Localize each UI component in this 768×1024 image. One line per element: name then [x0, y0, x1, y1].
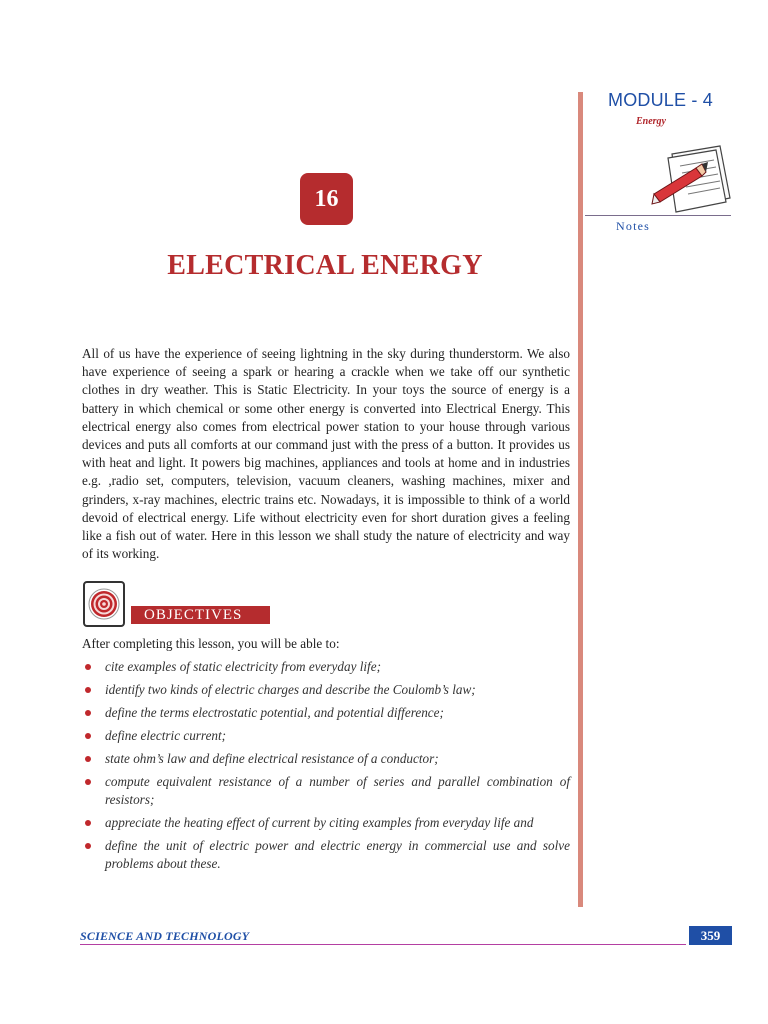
margin-rule: [578, 92, 583, 907]
list-item: [82, 773, 570, 809]
notes-pencil-icon: [650, 140, 732, 220]
bullet-icon: [85, 664, 91, 670]
chapter-number-badge: 16: [300, 173, 353, 225]
footer-book-title: SCIENCE AND TECHNOLOGY: [80, 929, 250, 943]
list-item: [82, 704, 570, 722]
intro-paragraph: All of us have the experience of seeing lightning in the sky during thunderstorm. We also have experience of seeing a spark or hearing a crackle when we take off our synthetic clothes in dry weather. This is Static Electricity. In your toys the source of energy is a battery in which chemical or some other energy is converted into Electrical Energy. This electrical energy also comes from electrical power station to your house through various devices and puts all comforts at our command just with the press of a button. It provides us with heat and light. It powers big machines, appliances and tools at home and in industries e.g. ,radio set, computers, television, vacuum cleaners, washing machines, mixer and grinders, x-ray machines, electric trains etc. Nowadays, it is impossible to think of a world devoid of electrical energy. Life without electricity even for short duration gives a feeling like a fish out of water. Here in this lesson we shall study the nature of electricity and way of its working.: [82, 346, 570, 562]
objective-text: define the unit of electric power and electric energy in commercial use and solve problems about these.: [105, 838, 570, 871]
notes-label: Notes: [616, 219, 650, 233]
bullet-icon: [85, 820, 91, 826]
list-item: [82, 681, 570, 699]
page-number: 359: [689, 926, 732, 945]
objective-text: identify two kinds of electric charges and describe the Coulomb’s law;: [105, 682, 476, 697]
target-icon: [83, 581, 125, 627]
objectives-intro: After completing this lesson, you will be able to:: [82, 636, 340, 651]
bullet-icon: [85, 843, 91, 849]
module-title: MODULE - 4: [608, 90, 714, 110]
notes-divider: [585, 215, 731, 216]
list-item: [82, 727, 570, 745]
footer-divider: [80, 944, 686, 945]
module-subtitle: Energy: [636, 116, 666, 127]
chapter-title: ELECTRICAL ENERGY: [167, 250, 483, 281]
list-item: [82, 814, 570, 832]
list-item: [82, 750, 570, 768]
objectives-heading: OBJECTIVES: [144, 607, 243, 623]
objective-text: define the terms electrostatic potential, and potential difference;: [105, 705, 444, 720]
bullet-icon: [85, 687, 91, 693]
list-item: [82, 658, 570, 676]
bullet-icon: [85, 710, 91, 716]
objectives-list: [82, 658, 570, 878]
objective-text: cite examples of static electricity from everyday life;: [105, 659, 381, 674]
bullet-icon: [85, 733, 91, 739]
objective-text: state ohm’s law and define electrical resistance of a conductor;: [105, 751, 439, 766]
bullet-icon: [85, 779, 91, 785]
objective-text: appreciate the heating effect of current by citing examples from everyday life and: [105, 815, 534, 830]
list-item: [82, 837, 570, 873]
objective-text: define electric current;: [105, 728, 227, 743]
objective-text: compute equivalent resistance of a number of series and parallel combination of resistors;: [105, 774, 570, 807]
bullet-icon: [85, 756, 91, 762]
